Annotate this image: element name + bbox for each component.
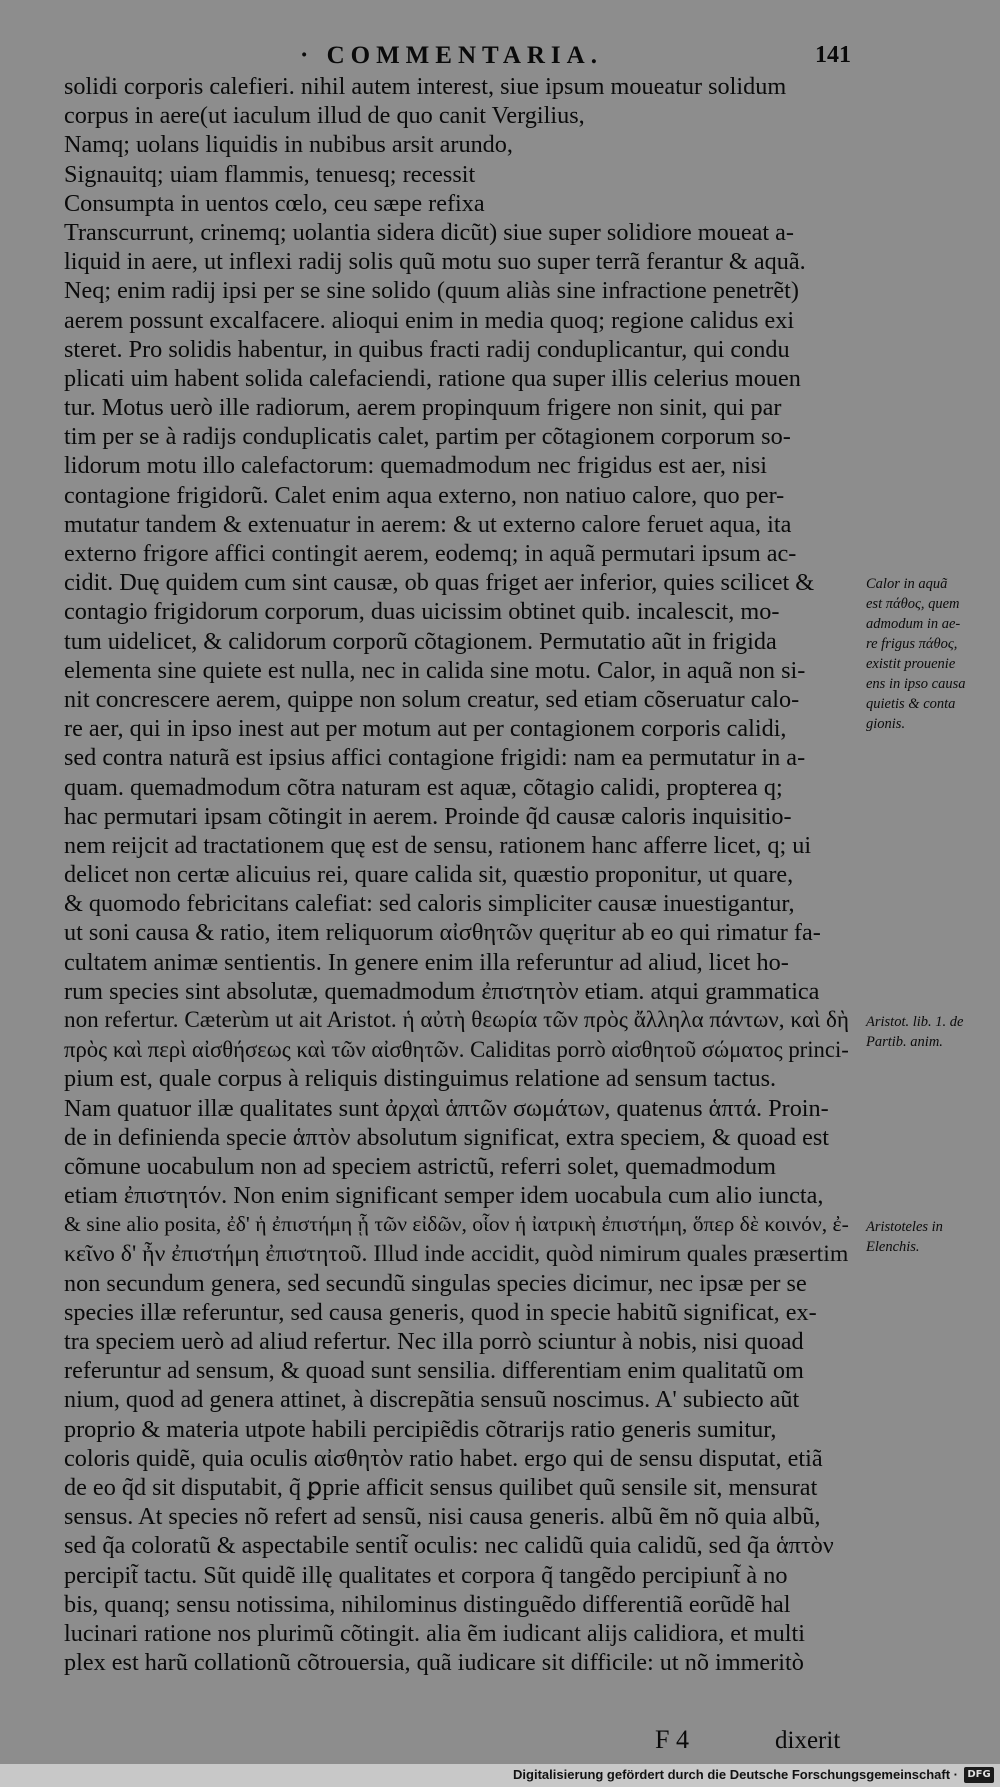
running-head: · COMMENTARIA. (300, 42, 603, 69)
text-line: cultatem animæ sentientis. In genere enim illa referuntur ad aliud, licet ho- (64, 948, 789, 976)
text-line: cidit. Duę quidem cum sint causæ, ob quas friget aer inferior, quies scilicet & (64, 569, 815, 597)
text-line: non refertur. Cæterùm ut ait Aristot. ἡ αὐτὴ θεωρία τῶν πρὸς ἄλληλα πάντων, καὶ δὴ (64, 1007, 850, 1033)
marginal-note (866, 1217, 996, 1257)
marginal-note-line: gionis. (866, 716, 906, 733)
text-line: contagione frigidorũ. Calet enim aqua externo, non natiuo calore, quo per- (64, 481, 785, 509)
text-line: tim per se à radijs conduplicatis calet, partim per cõtagionem corporum so- (64, 423, 791, 451)
text-line: sed contra naturã est ipsius affici contagione frigidi: nam ea permutatur in a- (64, 744, 806, 772)
catchword: dixerit (775, 1727, 841, 1754)
text-line: Namq; uolans liquidis in nubibus arsit arundo, (64, 131, 513, 159)
marginal-note (866, 574, 996, 734)
body-text (64, 72, 854, 1677)
footer-bar (0, 1764, 1000, 1787)
marginal-note-line: Aristoteles in (866, 1218, 943, 1235)
text-line: re aer, qui in ipso inest aut per motum aut per contagionem corporis calidi, (64, 715, 787, 743)
marginal-note-line: ens in ipso causa (866, 676, 966, 693)
text-line: tum uidelicet, & calidorum corporũ cõtagionem. Permutatio aũt in frigida (64, 627, 777, 655)
text-line: pium est, quale corpus à reliquis distinguimus relatione ad sensum tactus. (64, 1065, 777, 1093)
dfg-logo: DFG (964, 1767, 994, 1783)
text-line: referuntur ad sensum, & quoad sunt sensilia. differentiam enim qualitatũ om (64, 1357, 804, 1385)
text-line: elementa sine quiete est nulla, nec in calida sine motu. Calor, in aquã non si- (64, 656, 806, 684)
text-line: nem reijcit ad tractationem quę est de sensu, rationem hanc afferre licet, q; ui (64, 831, 812, 859)
marginal-note-line: quietis & conta (866, 696, 956, 713)
text-line: externo frigore affici contingit aerem, eodemq; in aquã permutari ipsum ac- (64, 540, 797, 567)
page-number: 141 (815, 42, 851, 68)
text-line: κεῖνο δ' ἦν ἐπιστήμη ἐπιστητοῦ. Illud inde accidit, quòd nimirum quales præsertim (64, 1240, 849, 1267)
text-line: de in definienda specie ἁπτὸν absolutum significat, extra speciem, & quoad est (64, 1123, 830, 1151)
text-line: non secundum genera, sed secundũ singulas species dicimur, nec ipsæ per se (64, 1269, 807, 1297)
footer-credit: Digitalisierung gefördert durch die Deutsche Forschungsgemeinschaft · (513, 1767, 958, 1782)
marginal-note-line: Partib. anim. (866, 1034, 943, 1051)
marginal-note-line: Aristot. lib. 1. de (866, 1014, 964, 1031)
text-line: πρὸς καὶ περὶ αἰσθήσεως καὶ τῶν αἰσθητῶν. Caliditas porrò αἰσθητοῦ σώματος princi- (64, 1037, 849, 1063)
text-line: lidorum motu illo calefactorum: quemadmodum nec frigidus est aer, nisi (64, 452, 767, 480)
text-line: nit concrescere aerem, quippe non solum creatur, sed etiam cõseruatur calo- (64, 685, 800, 713)
text-line: de eo q̃d sit disputabit, q̃ ꝑprie afficit sensus quilibet quũ sensile sit, mensurat (64, 1474, 818, 1501)
text-line: proprio & materia utpote habili percipiẽdis cõtrarijs ratio generis sumitur, (64, 1415, 777, 1443)
text-line: tra speciem uerò ad aliud refertur. Nec illa porrò sciuntur à nobis, nisi quoad (64, 1328, 804, 1356)
text-line: Signauitq; uiam flammis, tenuesq; recessit (64, 160, 476, 188)
text-line: Neq; enim radij ipsi per se sine solido (quum aliàs sine infractione penetrẽt) (64, 277, 799, 305)
text-line: quam. quemadmodum cõtra naturam est aquæ, cõtagio calidi, propterea q; (64, 773, 783, 801)
marginal-note (866, 1012, 996, 1052)
text-line: solidi corporis calefieri. nihil autem interest, siue ipsum moueatur solidum (64, 73, 787, 100)
text-line: plex est harũ collationũ cõtrouersia, quã iudicare sit difficile: ut nõ immeritò (64, 1649, 804, 1677)
text-line: etiam ἐπιστητόν. Non enim significant semper idem uocabula cum alio iuncta, (64, 1182, 824, 1210)
text-line: ut soni causa & ratio, item reliquorum αἰσθητῶν quęritur ab eo qui rimatur fa- (64, 919, 821, 947)
text-line: hac permutari ipsam cõtingit in aerem. Proinde q̃d causæ caloris inquisitio- (64, 802, 792, 830)
text-line: plicati uim habent solida calefaciendi, ratione qua super illis celerius mouen (64, 364, 801, 392)
text-line: cõmune uocabulum non ad speciem astrictũ, referri solet, quemadmodum (64, 1152, 777, 1180)
text-line: lucinari ratione nos plurimũ cõtingit. alia ẽm iudicant alijs calidiora, et multi (64, 1619, 805, 1647)
text-line: nium, quod ad genera attinet, à discrepãtia sensuũ noscimus. A' subiecto aũt (64, 1386, 800, 1414)
text-line: Consumpta in uentos cœlo, ceu sæpe refixa (64, 189, 485, 217)
text-line: percipit̃ tactu. Sũt quidẽ illę qualitates et corpora q̃ tangẽdo percipiunt̃ à no (64, 1561, 788, 1589)
marginal-note-line: Calor in aquã (866, 576, 948, 593)
text-line: mutatur tandem & extenuatur in aerem: & ut externo calore feruet aqua, ita (64, 510, 792, 538)
text-line: rum species sint absolutæ, quemadmodum ἐπιστητὸν etiam. atqui grammatica (64, 977, 820, 1005)
marginal-note-line: existit prouenie (866, 656, 956, 673)
marginal-note-line: Elenchis. (866, 1238, 920, 1255)
text-line: contagio frigidorum corporum, duas uicissim obtinet quib. incalescit, mo- (64, 598, 780, 626)
text-line: delicet non certæ alicuius rei, quare calida sit, quæstio proponitur, ut quare, (64, 861, 794, 889)
signature-mark: F 4 (655, 1725, 689, 1754)
text-line: aerem possunt excalfacere. alioqui enim in media quoq; regione calidus exi (64, 306, 795, 334)
text-line: tur. Motus uerò ille radiorum, aerem propinquum frigere non sinit, qui par (64, 394, 782, 422)
text-line: liquid in aere, ut inflexi radij solis quũ motu suo super terrã ferantur & aquã. (64, 248, 806, 276)
marginal-note-line: est πάθος, quem (866, 596, 960, 613)
text-line: bis, quanq; sensu notissima, nihilominus distinguẽdo differentiã eorũdẽ hal (64, 1590, 791, 1618)
marginal-note-line: admodum in ae- (866, 616, 961, 633)
text-line: coloris quidẽ, quia oculis αἰσθητὸν ratio habet. ergo qui de sensu disputat, etiã (64, 1444, 823, 1472)
text-line: Nam quatuor illæ qualitates sunt ἀρχαὶ ἁπτῶν σωμάτων, quatenus ἁπτά. Proin- (64, 1094, 829, 1122)
text-line: sensus. At species nõ refert ad sensũ, nisi causa generis. albũ ẽm nõ quia albũ, (64, 1503, 821, 1531)
marginal-note-line: re frigus πάθος, (866, 636, 958, 653)
text-line: steret. Pro solidis habentur, in quibus fracti radij conduplicantur, qui condu (64, 335, 790, 363)
text-line: & quomodo febricitans calefiat: sed caloris simpliciter causæ inuestigantur, (64, 890, 795, 918)
text-line: & sine alio posita, ἐδ' ἡ ἐπιστήμη ᾗ τῶν εἰδῶν, οἷον ἡ ἰατρικὴ ἐπιστήμη, ὅπερ δὲ κοινόν, ἐ- (64, 1212, 849, 1237)
text-line: sed q̃a coloratũ & aspectabile sentit̃ oculis: nec calidũ quia calidũ, sed q̃a ἁπτὸν (64, 1532, 834, 1560)
text-line: species illæ referuntur, sed causa generis, quod in specie habitũ significat, ex- (64, 1298, 817, 1326)
text-line: corpus in aere(ut iaculum illud de quo canit Vergilius, (64, 102, 585, 130)
text-line: Transcurrunt, crinemq; uolantia sidera dicũt) siue super solidiore moueat a- (64, 218, 794, 246)
